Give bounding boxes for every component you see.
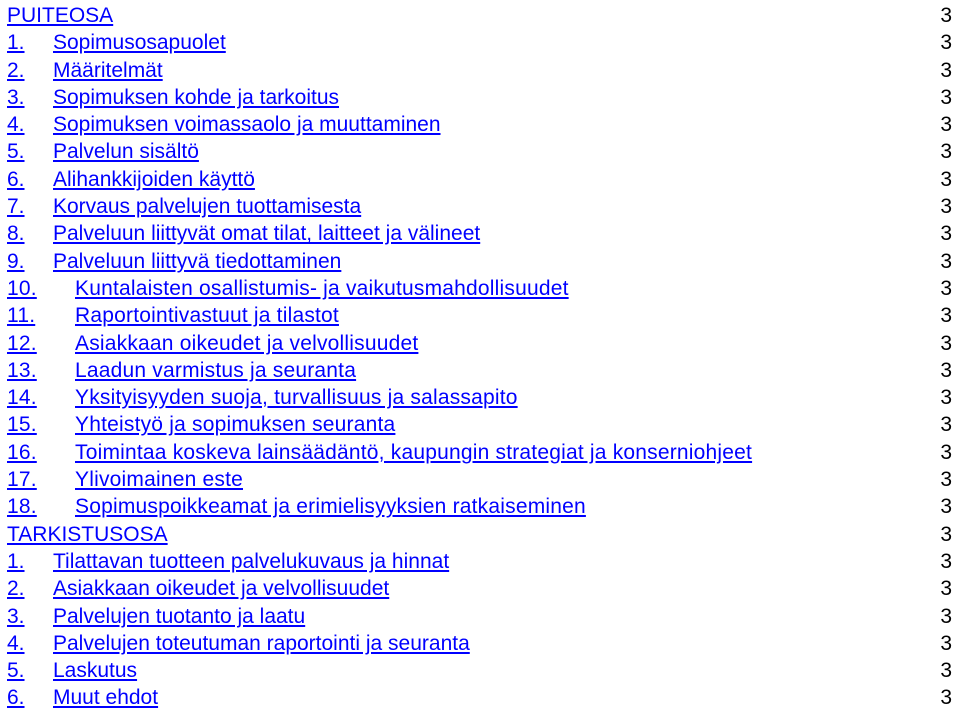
toc-item-title[interactable]: Palvelun sisältö	[53, 140, 199, 164]
toc-page-number: 3	[940, 358, 952, 382]
toc-item-title[interactable]: Korvaus palvelujen tuottamisesta	[53, 195, 362, 219]
toc-item-title[interactable]: Palveluun liittyvät omat tilat, laitteet ja välineet	[53, 222, 481, 246]
toc-section-title[interactable]: PUITEOSA	[7, 4, 114, 27]
toc-item-title[interactable]: Palvelujen toteutuman raportointi ja seuranta	[53, 631, 470, 655]
toc-page-number: 3	[940, 58, 952, 82]
toc-item-number[interactable]: 14.	[7, 386, 37, 410]
toc-item-title[interactable]: Sopimuksen voimassaolo ja muuttaminen	[53, 113, 441, 137]
toc-page-number: 3	[940, 222, 952, 246]
toc-item-title[interactable]: Määritelmät	[53, 58, 163, 82]
toc-item-3[interactable]	[0, 84, 960, 111]
toc-item-number[interactable]: 4.	[7, 113, 25, 137]
toc-item-number[interactable]: 5.	[7, 659, 25, 683]
toc-page-number: 3	[940, 549, 952, 573]
toc-item-10[interactable]	[0, 275, 960, 302]
toc-item-number[interactable]: 7.	[7, 195, 25, 219]
toc-item-16[interactable]	[0, 439, 960, 466]
toc-page-number: 3	[940, 495, 952, 519]
toc-item-number[interactable]: 13.	[7, 358, 37, 382]
toc-item-title[interactable]: Toimintaa koskeva lainsäädäntö, kaupungin strategiat ja konserniohjeet	[75, 440, 753, 464]
toc-item-title[interactable]: Sopimuksen kohde ja tarkoitus	[53, 85, 339, 109]
toc-page-number: 3	[940, 304, 952, 328]
toc-item-t5[interactable]	[0, 657, 960, 684]
toc-page-number: 3	[940, 31, 952, 55]
toc-item-number[interactable]: 9.	[7, 249, 25, 273]
toc-item-number[interactable]: 15.	[7, 413, 37, 437]
toc-page-number: 3	[940, 167, 952, 191]
toc-item-12[interactable]	[0, 330, 960, 357]
toc-item-title[interactable]: Ylivoimainen este	[75, 468, 243, 492]
toc-item-17[interactable]	[0, 466, 960, 493]
toc-item-title[interactable]: Laskutus	[53, 659, 138, 683]
toc-item-number[interactable]: 17.	[7, 468, 37, 492]
toc-item-number[interactable]: 2.	[7, 577, 25, 601]
toc-item-t4[interactable]	[0, 630, 960, 657]
toc-item-number[interactable]: 6.	[7, 686, 25, 710]
toc-section-title[interactable]: TARKISTUSOSA	[7, 522, 168, 546]
toc-item-title[interactable]: Alihankkijoiden käyttö	[53, 167, 255, 191]
toc-item-number[interactable]: 8.	[7, 222, 25, 246]
toc-item-number[interactable]: 16.	[7, 440, 37, 464]
toc-item-6[interactable]	[0, 166, 960, 193]
toc-item-number[interactable]: 3.	[7, 85, 25, 109]
toc-page-number: 3	[940, 4, 952, 27]
toc-item-t1[interactable]	[0, 548, 960, 575]
toc-item-title[interactable]: Asiakkaan oikeudet ja velvollisuudet	[75, 331, 419, 355]
toc-item-7[interactable]	[0, 193, 960, 220]
toc-item-number[interactable]: 12.	[7, 331, 37, 355]
toc-page-number: 3	[940, 659, 952, 683]
toc-item-number[interactable]: 11.	[7, 304, 36, 328]
toc-item-title[interactable]: Yhteistyö ja sopimuksen seuranta	[75, 413, 396, 437]
toc-item-number[interactable]: 1.	[7, 549, 25, 573]
toc-item-5[interactable]	[0, 138, 960, 165]
toc-page-number: 3	[940, 631, 952, 655]
toc-page-number: 3	[940, 468, 952, 492]
toc-item-number[interactable]: 1.	[7, 31, 25, 55]
toc-item-number[interactable]: 5.	[7, 140, 25, 164]
toc-page-number: 3	[940, 386, 952, 410]
toc-item-title[interactable]: Asiakkaan oikeudet ja velvollisuudet	[53, 577, 390, 601]
toc-item-13[interactable]	[0, 357, 960, 384]
toc-page-number: 3	[940, 85, 952, 109]
toc-item-14[interactable]	[0, 384, 960, 411]
toc-item-t3[interactable]	[0, 603, 960, 630]
toc-page-number: 3	[940, 140, 952, 164]
toc-item-8[interactable]	[0, 220, 960, 247]
toc-item-15[interactable]	[0, 411, 960, 438]
toc-page-number: 3	[940, 522, 952, 546]
table-of-contents	[0, 2, 960, 712]
toc-page-number: 3	[940, 113, 952, 137]
toc-page-number: 3	[940, 331, 952, 355]
toc-page-number: 3	[940, 686, 952, 710]
toc-item-t2[interactable]	[0, 575, 960, 602]
toc-page-number: 3	[940, 440, 952, 464]
toc-item-title[interactable]: Palveluun liittyvä tiedottaminen	[53, 249, 342, 273]
toc-item-t6[interactable]	[0, 684, 960, 711]
toc-page-number: 3	[940, 577, 952, 601]
toc-section-puiteosa[interactable]	[0, 2, 960, 29]
toc-item-2[interactable]	[0, 57, 960, 84]
toc-item-title[interactable]: Laadun varmistus ja seuranta	[75, 358, 357, 382]
toc-item-title[interactable]: Sopimuspoikkeamat ja erimielisyyksien ratkaiseminen	[75, 495, 586, 519]
toc-item-title[interactable]: Sopimusosapuolet	[53, 31, 226, 55]
toc-item-number[interactable]: 2.	[7, 58, 25, 82]
toc-item-18[interactable]	[0, 493, 960, 520]
toc-item-title[interactable]: Tilattavan tuotteen palvelukuvaus ja hinnat	[53, 549, 450, 573]
toc-item-4[interactable]	[0, 111, 960, 138]
toc-item-9[interactable]	[0, 248, 960, 275]
toc-item-number[interactable]: 18.	[7, 495, 37, 519]
toc-item-number[interactable]: 3.	[7, 604, 25, 628]
toc-item-number[interactable]: 10.	[7, 276, 37, 300]
toc-page-number: 3	[940, 413, 952, 437]
toc-item-title[interactable]: Raportointivastuut ja tilastot	[75, 304, 339, 328]
toc-page-number: 3	[940, 195, 952, 219]
toc-item-number[interactable]: 4.	[7, 631, 25, 655]
toc-item-title[interactable]: Palvelujen tuotanto ja laatu	[53, 604, 306, 628]
toc-item-11[interactable]	[0, 302, 960, 329]
toc-item-number[interactable]: 6.	[7, 167, 25, 191]
toc-page-number: 3	[940, 249, 952, 273]
toc-item-title[interactable]: Kuntalaisten osallistumis- ja vaikutusmahdollisuudet	[75, 276, 569, 300]
toc-item-title[interactable]: Yksityisyyden suoja, turvallisuus ja salassapito	[75, 386, 518, 410]
toc-section-tarkistusosa[interactable]	[0, 521, 960, 548]
toc-page-number: 3	[940, 604, 952, 628]
toc-page-number: 3	[940, 276, 952, 300]
toc-item-title[interactable]: Muut ehdot	[53, 686, 159, 710]
toc-item-1[interactable]	[0, 29, 960, 56]
